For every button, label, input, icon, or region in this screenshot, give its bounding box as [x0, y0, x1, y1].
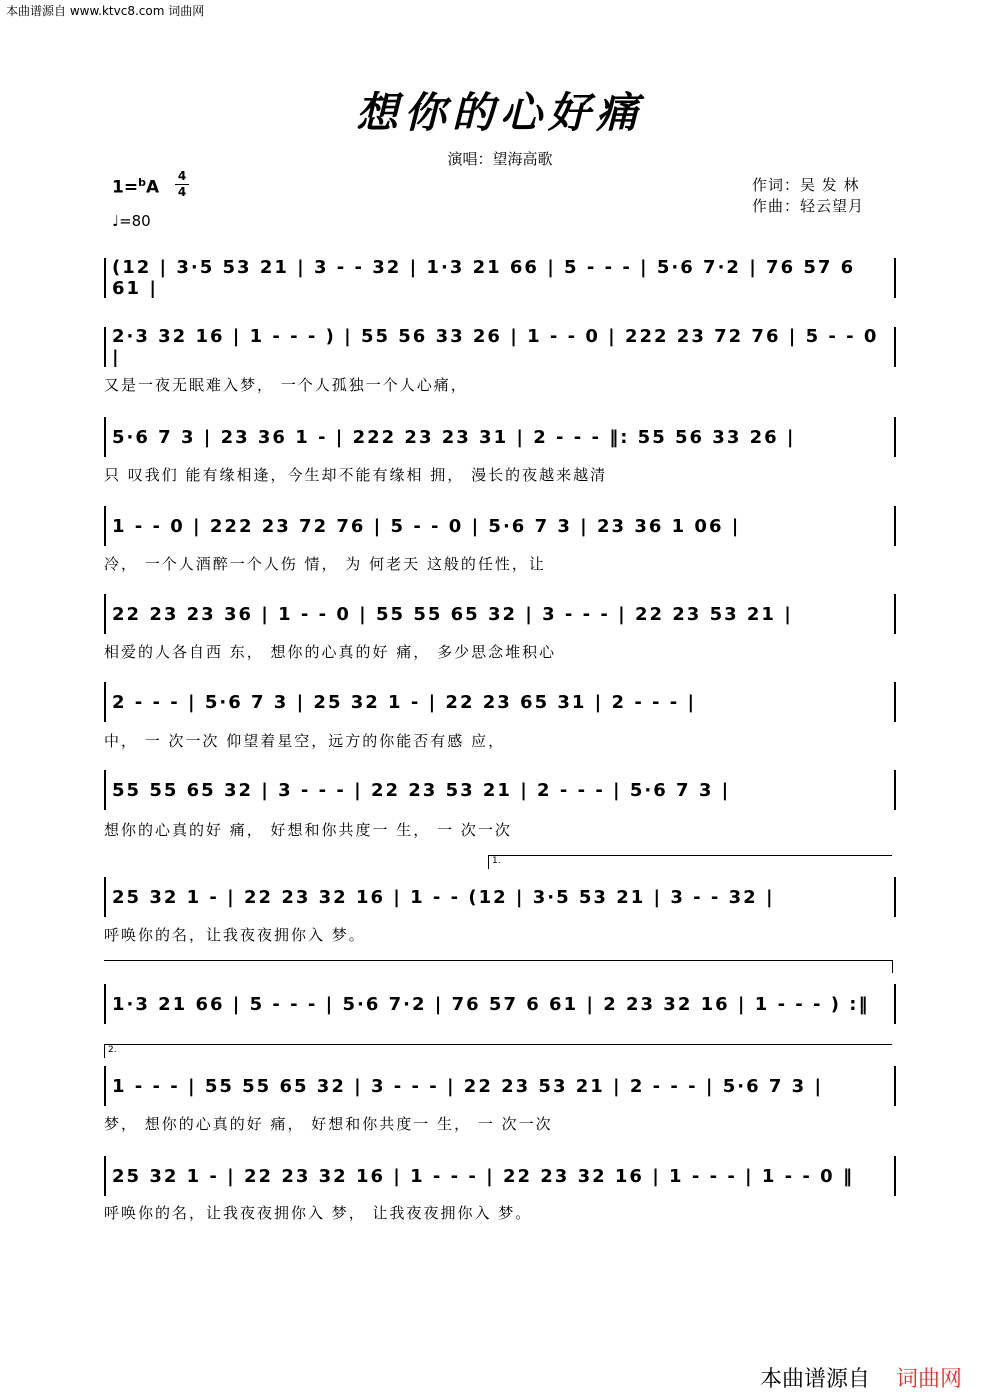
notation-row: (12 | 3·5 53 21 | 3 - - 32 | 1·3 21 66 | 5 - - - | 5·6 7·2 | 76 57 6 61 |: [104, 258, 896, 298]
key-signature: [112, 176, 159, 198]
lyric-row: 只 叹我们 能有缘相逢，今生却不能有缘相 拥， 漫长的夜越来越清: [104, 466, 608, 484]
notation-row: 2 - - - | 5·6 7 3 | 25 32 1 - | 22 23 65 31 | 2 - - - |: [104, 682, 896, 722]
lyric-row: 呼唤你的名，让我夜夜拥你入 梦。: [104, 926, 366, 944]
key-note: A: [145, 177, 160, 198]
volta-second-ending: 2.: [104, 1044, 892, 1058]
lyric-row: 想你的心真的好 痛， 好想和你共度一 生， 一 次一次: [104, 821, 512, 839]
volta-first-ending-continued: [104, 960, 893, 973]
time-signature: [175, 170, 189, 199]
time-signature-bottom: 4: [177, 185, 187, 199]
song-title: 想你的心好痛: [355, 88, 644, 137]
key-flat: b: [138, 176, 146, 189]
tempo-marking: ♩=80: [112, 212, 151, 230]
footer-source-label: 本曲谱源自: [760, 1367, 871, 1392]
lyric-row: 中， 一 次一次 仰望着星空，远方的你能否有感 应，: [104, 732, 506, 750]
lyric-row: 又是一夜无眠难入梦， 一个人孤独一个人心痛，: [104, 376, 468, 394]
volta-first-ending: 1.: [488, 855, 892, 869]
notation-row: 25 32 1 - | 22 23 32 16 | 1 - - (12 | 3·5 53 21 | 3 - - 32 |: [104, 877, 896, 917]
notation-row: 1·3 21 66 | 5 - - - | 5·6 7·2 | 76 57 6 61 | 2 23 32 16 | 1 - - - ) :‖: [104, 984, 896, 1024]
singer-credit: 演唱：望海高歌: [447, 150, 553, 168]
site-header: 本曲谱源自 www.ktvc8.com 词曲网: [6, 4, 205, 18]
notation-row: 1 - - 0 | 222 23 72 76 | 5 - - 0 | 5·6 7 3 | 23 36 1 06 |: [104, 506, 896, 546]
notation-row: 1 - - - | 55 55 65 32 | 3 - - - | 22 23 53 21 | 2 - - - | 5·6 7 3 |: [104, 1066, 896, 1106]
notation-row: 55 55 65 32 | 3 - - - | 22 23 53 21 | 2 - - - | 5·6 7 3 |: [104, 770, 896, 810]
composer-credit: 作曲：轻云望月: [752, 197, 865, 215]
notation-row: 25 32 1 - | 22 23 32 16 | 1 - - - | 22 23 32 16 | 1 - - - | 1 - - 0 ‖: [104, 1156, 896, 1196]
lyric-row: 呼唤你的名，让我夜夜拥你入 梦， 让我夜夜拥你入 梦。: [104, 1204, 533, 1222]
time-signature-top: 4: [177, 169, 187, 183]
lyricist-credit: 作词：吴 发 林: [752, 176, 860, 194]
lyric-row: 冷， 一个人酒醉一个人伤 情， 为 何老天 这般的任性，让: [104, 555, 546, 573]
notation-row: 2·3 32 16 | 1 - - - ) | 55 56 33 26 | 1 - - 0 | 222 23 72 76 | 5 - - 0 |: [104, 327, 896, 367]
key-label: 1=: [112, 177, 139, 198]
lyric-row: 相爱的人各自西 东， 想你的心真的好 痛， 多少思念堆积心: [104, 643, 557, 661]
footer-site-link[interactable]: 词曲网: [896, 1367, 963, 1392]
notation-row: 22 23 23 36 | 1 - - 0 | 55 55 65 32 | 3 - - - | 22 23 53 21 |: [104, 594, 896, 634]
notation-row: 5·6 7 3 | 23 36 1 - | 222 23 23 31 | 2 - - - ‖: 55 56 33 26 |: [104, 417, 896, 457]
lyric-row: 梦， 想你的心真的好 痛， 好想和你共度一 生， 一 次一次: [104, 1115, 553, 1133]
